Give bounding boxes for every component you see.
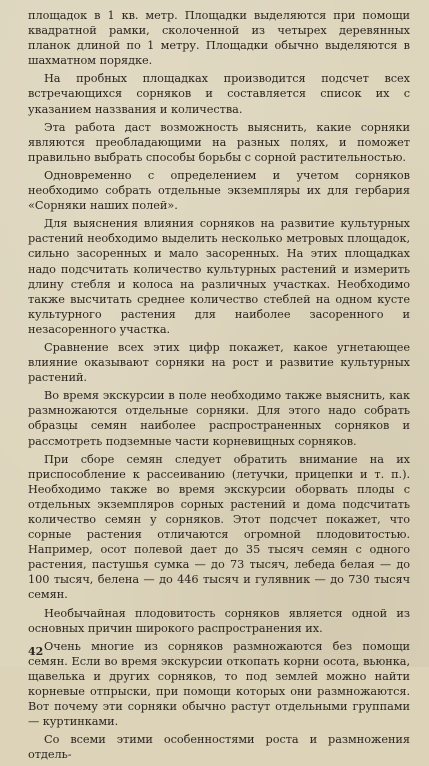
paragraph: Очень многие из сорняков размножаются без помощи семян. Если во время экскурсии откопать корни осота, вьюнка, щавелька и других сорняков, то под землей можно найти корневые отпрыски, при помощи которых они размножаются. Вот почему эти сорняки обычно растут отдельными группами — куртинками. xyxy=(28,639,410,729)
page-number: 42 xyxy=(28,645,44,658)
paragraph: Со всеми этими особенностями роста и размножения отдель- xyxy=(28,733,410,762)
paragraph: площадок в 1 кв. метр. Площадки выделяются при помощи квадратной рамки, сколоченной из четырех деревянных планок длиной по 1 метру. Площадки обычно выделяются в шахматном порядке. xyxy=(28,9,410,68)
body-text xyxy=(28,8,410,766)
paragraph: При сборе семян следует обратить внимание на их приспособление к рассеиванию (летучки, прицепки и т. п.). Необходимо также во время экскурсии оборвать плоды с отдельных экземпляров сорных растений и дома подсчитать количество семян у сорняков. Этот подсчет покажет, что сорные растения отличаются огромной плодовитостью. Например, осот полевой дает до 35 тысяч семян с одного растения, пастушья сумка — до 73 тысяч, лебеда белая — до 100 тысяч, белена — до 446 тысяч и гулявник — до 730 тысяч семян. xyxy=(28,452,410,602)
paragraph: Для выяснения влияния сорняков на развитие культурных растений необходимо выделить несколько метровых площадок, сильно засоренных и мало засоренных. На этих площадках надо подсчитать количество культурных растений и измерить длину стебля и колоса на различных участках. Необходимо также высчитать среднее количество стеблей на одном кусте культурного растения для наиболее засоренного и незасоренного участка. xyxy=(28,217,410,336)
paragraph: Эта работа даст возможность выяснить, какие сорняки являются преобладающими на разных полях, и поможет правильно выбрать способы борьбы с сорной растительностью. xyxy=(28,120,410,164)
paragraph: На пробных площадках производится подсчет всех встречающихся сорняков и составляется список их с указанием наззвания и количества. xyxy=(28,72,410,116)
paragraph: Во время экскурсии в поле необходимо также выяснить, как размножаются отдельные сорняки. Для этого надо собрать образцы семян наиболее распространенных сорняков и рассмотреть подземные части корневищных сорняков. xyxy=(28,389,410,448)
paragraph: Сравнение всех этих цифр покажет, какое угнетающее влияние оказывают сорняки на рост и развитие культурных растений. xyxy=(28,340,410,385)
paragraph: Одновременно с определением и учетом сорняков необходимо собрать отдельные экземпляры их для гербария «Сорняки наших полей». xyxy=(28,168,410,213)
paragraph: Необычайная плодовитость сорняков является одной из основных причин широкого распространения их. xyxy=(28,606,410,635)
